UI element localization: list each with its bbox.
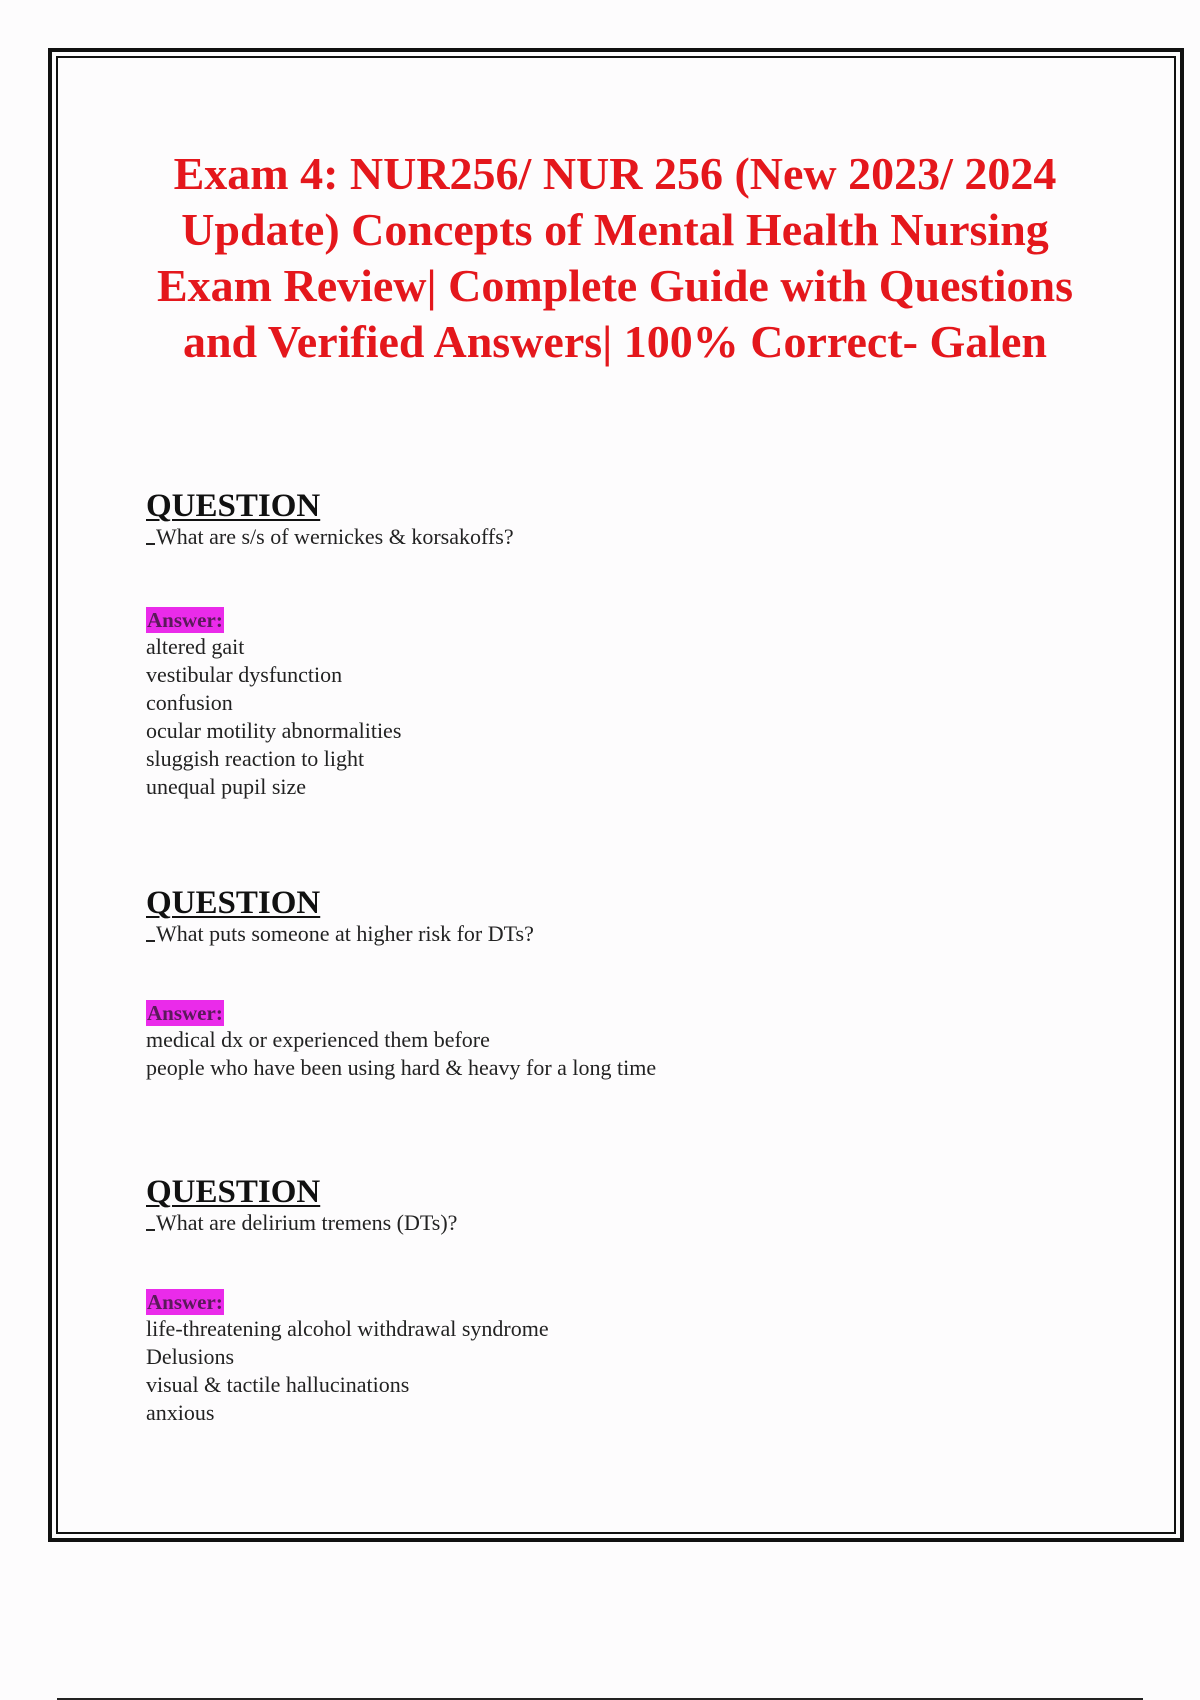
- answer-line: vestibular dysfunction: [146, 662, 343, 687]
- question-heading: QUESTION: [146, 488, 321, 524]
- question-text-row: [146, 920, 1046, 948]
- question-text-row: [146, 523, 1046, 551]
- answer-line: unequal pupil size: [146, 774, 307, 799]
- answer-line: ocular motility abnormalities: [146, 718, 402, 743]
- question-text-row: [146, 1209, 1046, 1237]
- answer-label-row: [146, 607, 1046, 633]
- qa-item: [146, 1175, 1046, 1427]
- answer-line: medical dx or experienced them before: [146, 1027, 490, 1052]
- answer-line: anxious: [146, 1400, 215, 1425]
- answer-label-row: [146, 1000, 1046, 1026]
- blank-mark: [146, 1209, 155, 1231]
- answer-line: visual & tactile hallucinations: [146, 1372, 410, 1397]
- answer-line: sluggish reaction to light: [146, 746, 365, 771]
- blank-mark: [146, 920, 155, 942]
- question-heading: QUESTION: [146, 1174, 321, 1210]
- question-heading-row: [146, 886, 1046, 920]
- question-heading: QUESTION: [146, 885, 321, 921]
- question-text: What are s/s of wernickes & korsakoffs?: [156, 524, 514, 549]
- answer-label: Answer:: [147, 608, 223, 632]
- answer-line: people who have been using hard & heavy for a long time: [146, 1055, 657, 1080]
- answer-list: [146, 1315, 1046, 1427]
- document-title: Exam 4: NUR256/ NUR 256 (New 2023/ 2024 Update) Concepts of Mental Health Nursing Exam Review| Complete Guide with Questions and Verified Answers| 100% Correct- Galen: [156, 148, 1074, 367]
- qa-item: [146, 489, 1046, 801]
- answer-label-row: [146, 1289, 1046, 1315]
- question-text: What puts someone at higher risk for DTs?: [156, 921, 534, 946]
- answer-list: [146, 633, 1046, 801]
- question-heading-row: [146, 1175, 1046, 1209]
- blank-mark: [146, 523, 155, 545]
- answer-line: altered gait: [146, 634, 245, 659]
- answer-line: Delusions: [146, 1344, 234, 1369]
- question-heading-row: [146, 489, 1046, 523]
- answer-label: Answer:: [147, 1001, 223, 1025]
- question-text: What are delirium tremens (DTs)?: [156, 1210, 458, 1235]
- answer-line: life-threatening alcohol withdrawal syndrome: [146, 1316, 549, 1341]
- qa-item: [146, 886, 1046, 1082]
- answer-list: [146, 1026, 1046, 1082]
- answer-label: Answer:: [147, 1290, 223, 1314]
- answer-line: confusion: [146, 690, 233, 715]
